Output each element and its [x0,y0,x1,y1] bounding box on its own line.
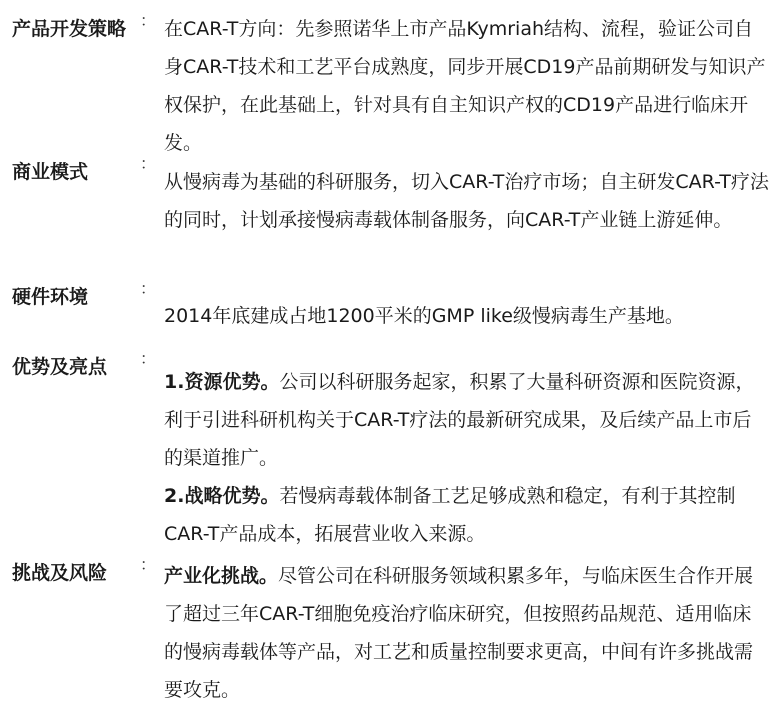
advantage-lead: 1.资源优势。 [164,371,280,393]
row-text: 2014年底建成占地1200平米的GMP like级慢病毒生产基地。 [164,305,684,327]
row-content [164,297,770,335]
row-colon: ： [140,154,157,173]
row-colon: ： [140,279,157,298]
row-colon: ： [140,11,157,30]
row-label: 商业模式 [12,161,89,183]
row-content [164,163,770,239]
row-colon: ： [140,555,157,574]
row-label: 优势及亮点 [12,356,108,378]
challenge-item [164,557,770,709]
row-text: 从慢病毒为基础的科研服务，切入CAR-T治疗市场；自主研发CAR-T疗法的同时，计划承接慢病毒载体制备服务，向CAR-T产业链上游延伸。 [164,171,769,231]
challenge-text: 尽管公司在科研服务领域积累多年，与临床医生合作开展了超过三年CAR-T细胞免疫治疗临床研究，但按照药品规范、适用临床的慢病毒载体等产品，对工艺和质量控制要求更高，中间有许多挑战需要攻克。 [164,565,754,701]
row-content [164,557,770,709]
row-label: 产品开发策略 [12,18,127,40]
advantage-item [164,477,770,553]
row-label: 硬件环境 [12,286,89,308]
row-content [164,10,770,162]
row-label: 挑战及风险 [12,562,108,584]
advantage-text: 若慢病毒载体制备工艺足够成熟和稳定，有利于其控制CAR-T产品成本，拓展营业收入来源。 [164,485,736,545]
row-text: 在CAR-T方向：先参照诺华上市产品Kymriah结构、流程，验证公司自身CAR-T技术和工艺平台成熟度，同步开展CD19产品前期研发与知识产权保护，在此基础上，针对具有自主知识产权的CD19产品进行临床开发。 [164,18,766,154]
challenge-lead: 产业化挑战。 [164,565,279,587]
advantage-lead: 2.战略优势。 [164,485,280,507]
advantage-item [164,363,770,477]
row-content [164,363,770,553]
advantage-text: 公司以科研服务起家，积累了大量科研资源和医院资源，利于引进科研机构关于CAR-T疗法的最新研究成果，及后续产品上市后的渠道推广。 [164,371,755,469]
row-colon: ： [140,349,157,368]
